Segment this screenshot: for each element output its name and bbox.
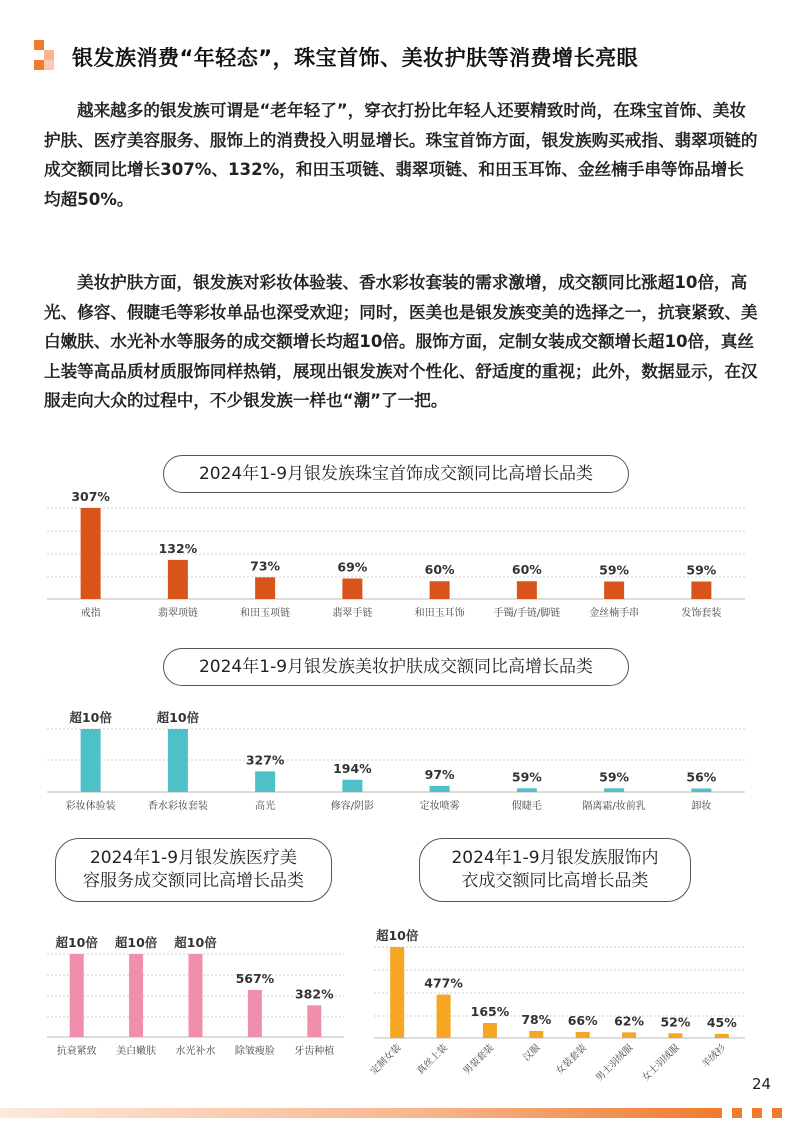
medical-tick-label: 抗衰紧致 [56,1046,97,1057]
beauty-bar [517,788,537,792]
medical-bar [129,954,143,1037]
beauty-tick-label: 假睫毛 [511,801,542,812]
medical-bar [248,990,262,1037]
apparel-data-label: 超10倍 [375,928,419,943]
medical-data-label: 超10倍 [55,935,98,950]
beauty-tick-label: 修容/阴影 [330,801,375,812]
beauty-bar [430,786,450,792]
beauty-tick-label: 定妆喷雾 [419,801,460,812]
jewelry-tick-label: 戒指 [80,608,101,619]
jewelry-data-label: 132% [158,540,198,556]
beauty-tick-label: 卸妆 [691,801,712,812]
apparel-tick-label: 羊绒衫 [699,1042,728,1071]
medical-tick-label: 美白嫩肤 [116,1046,157,1057]
beauty-data-label: 超10倍 [69,710,112,725]
beauty-chart-title: 2024年1-9月银发族美妆护肤成交额同比高增长品类 [163,648,629,686]
jewelry-tick-label: 翡翠项链 [157,608,198,619]
beauty-tick-label: 高光 [255,801,276,812]
apparel-bar [529,1031,543,1038]
apparel-data-label: 45% [706,1014,737,1030]
footer-square [732,1108,742,1118]
apparel-bar [483,1023,497,1038]
paragraph-2: 美妆护肤方面，银发族对彩妆体验装、香水彩妆套装的需求激增，成交额同比涨超10倍，高光、修容、假睫毛等彩妆单品也深受欢迎；同时，医美也是银发族变美的选择之一，抗衰紧致、美白嫩肤、水光补水等服务的成交额增长均超10倍。服饰方面，定制女装成交额增长超10倍，真丝上装等高品质材质服饰同样热销，展现出银发族对个性化、舒适度的重视；此外，数据显示，在汉服走向大众的过程中，不少银发族一样也“潮”了一把。 [44,273,758,410]
jewelry-bar [604,582,624,599]
jewelry-bar [81,508,101,599]
beauty-tick-label: 彩妆体验装 [65,801,116,812]
beauty-bar [255,771,275,792]
jewelry-tick-label: 和田玉耳饰 [414,608,465,619]
beauty-data-label: 194% [333,760,372,776]
apparel-bar [715,1034,729,1038]
jewelry-tick-label: 翡翠手链 [332,608,373,619]
jewelry-bar [255,577,275,599]
apparel-tick-label: 男士羽绒服 [593,1042,636,1084]
apparel-bar [668,1033,682,1038]
apparel-title-line-2: 衣成交额同比高增长品类 [461,871,649,891]
jewelry-tick-label: 金丝楠手串 [589,608,640,619]
apparel-tick-label: 真丝上装 [415,1042,450,1078]
jewelry-data-label: 69% [337,559,368,575]
beauty-bar [342,780,362,792]
apparel-tick-label: 定制女装 [368,1042,404,1078]
apparel-data-label: 52% [660,1014,691,1030]
page-heading: 银发族消费“年轻态”，珠宝首饰、美妆护肤等消费增长亮眼 [72,46,639,70]
medical-bar [70,954,84,1037]
medical-title-line-1: 2024年1-9月银发族医疗美 [89,848,298,868]
medical-tick-label: 除皱瘦脸 [234,1046,275,1057]
jewelry-tick-label: 手镯/手链/脚链 [493,608,561,619]
beauty-data-label: 327% [245,752,285,768]
beauty-bar [168,729,188,792]
beauty-data-label: 超10倍 [156,710,200,725]
medical-bar [307,1005,321,1037]
page-number: 24 [752,1075,772,1093]
apparel-data-label: 477% [424,975,463,991]
medical-data-label: 超10倍 [174,935,217,950]
jewelry-bar [168,560,188,599]
medical-data-label: 567% [235,970,275,986]
footer-bar [0,1108,722,1118]
apparel-tick-label: 女装套装 [554,1042,589,1078]
jewelry-chart-title: 2024年1-9月银发族珠宝首饰成交额同比高增长品类 [163,455,629,493]
medical-tick-label: 牙齿种植 [294,1046,335,1057]
apparel-bar [390,947,404,1038]
jewelry-tick-label: 发饰套装 [681,608,722,619]
jewelry-bar [517,581,537,599]
jewelry-bar [430,581,450,599]
jewelry-data-label: 59% [686,562,717,578]
apparel-bar [622,1032,636,1038]
apparel-tick-label: 女士羽绒服 [640,1042,682,1084]
jewelry-bar [691,582,711,599]
beauty-tick-label: 隔离霜/妆前乳 [582,801,646,812]
footer-square [752,1108,762,1118]
medical-title-line-2: 容服务成交额同比高增长品类 [83,871,304,891]
beauty-data-label: 59% [511,769,542,785]
footer-square [772,1108,782,1118]
apparel-tick-label: 男装套装 [461,1042,497,1078]
apparel-data-label: 78% [521,1011,552,1027]
medical-data-label: 382% [294,986,334,1002]
paragraph-1: 越来越多的银发族可谓是“老年轻了”，穿衣打扮比年轻人还要精致时尚，在珠宝首饰、美妆护肤、医疗美容服务、服饰上的消费投入明显增长。珠宝首饰方面，银发族购买戒指、翡翠项链的成交额同比增长307%、132%，和田玉项链、翡翠项链、和田玉耳饰、金丝楠手串等饰品增长均超50%。 [44,101,758,209]
jewelry-bar [342,579,362,599]
beauty-bar [81,729,101,792]
apparel-data-label: 66% [567,1012,598,1028]
beauty-data-label: 97% [424,766,455,782]
medical-tick-label: 水光补水 [175,1046,216,1057]
beauty-tick-label: 香水彩妆套装 [147,801,208,812]
beauty-bar [691,788,711,792]
jewelry-data-label: 307% [71,489,110,504]
apparel-bar [437,995,451,1038]
jewelry-data-label: 73% [250,558,281,574]
beauty-data-label: 59% [599,769,630,785]
beauty-bar [604,788,624,792]
jewelry-data-label: 59% [599,562,630,578]
jewelry-tick-label: 和田玉项链 [240,608,291,619]
beauty-data-label: 56% [686,769,717,785]
apparel-title-line-1: 2024年1-9月银发族服饰内 [451,848,659,868]
medical-data-label: 超10倍 [114,935,158,950]
apparel-data-label: 62% [614,1013,645,1029]
apparel-data-label: 165% [470,1003,510,1019]
jewelry-data-label: 60% [424,562,455,578]
medical-bar [189,954,203,1037]
apparel-bar [576,1032,590,1038]
apparel-tick-label: 汉服 [521,1042,543,1064]
jewelry-data-label: 60% [511,562,542,578]
